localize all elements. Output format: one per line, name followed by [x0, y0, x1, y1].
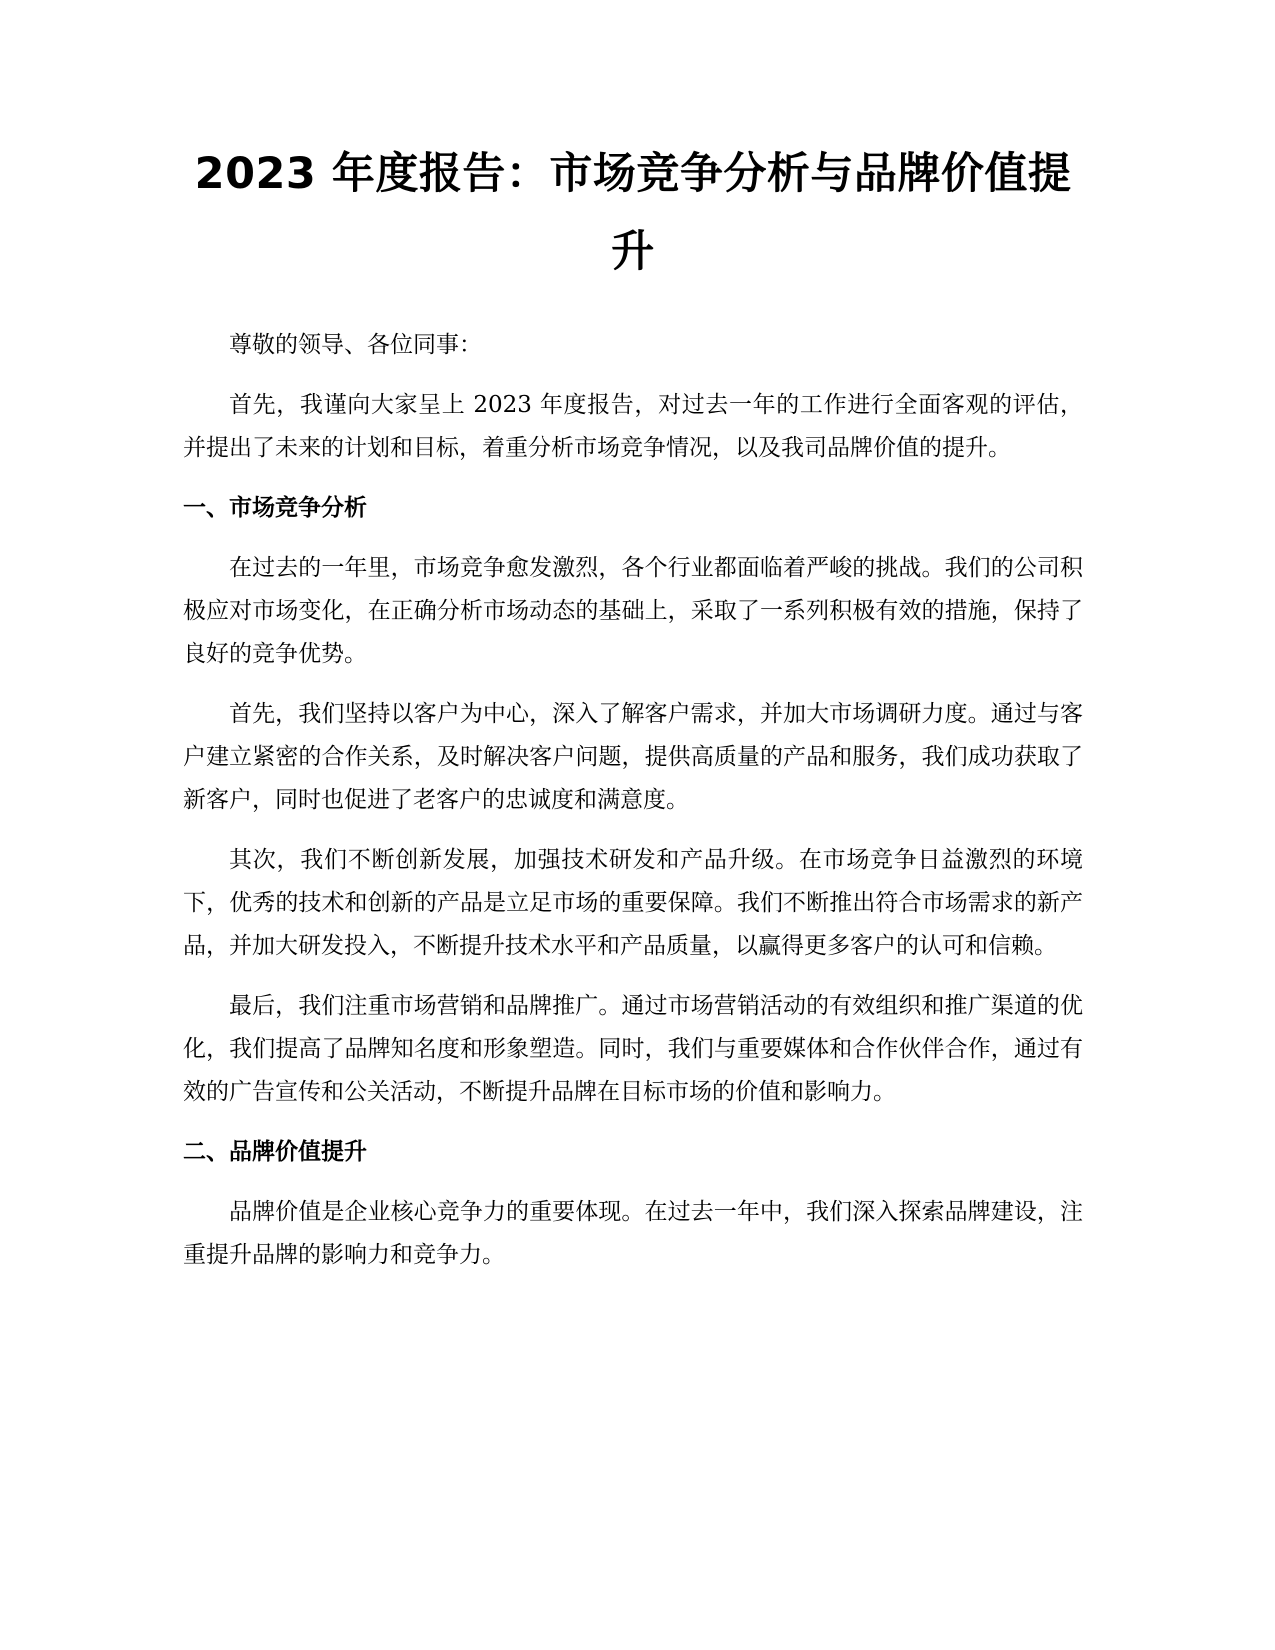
section-heading-market-analysis: 一、市场竞争分析	[183, 495, 367, 521]
greeting-paragraph: 尊敬的领导、各位同事：	[229, 332, 482, 358]
section1-paragraph: 其次，我们不断创新发展，加强技术研发和产品升级。在市场竞争日益激烈的环境下，优秀的技术和创新的产品是立足市场的重要保障。我们不断推出符合市场需求的新产品，并加大研发投入，不断提升技术水平和产品质量，以赢得更多客户的认可和信赖。	[183, 847, 1083, 959]
intro-paragraph: 首先，我谨向大家呈上 2023 年度报告，对过去一年的工作进行全面客观的评估，并提出了未来的计划和目标，着重分析市场竞争情况，以及我司品牌价值的提升。	[183, 392, 1083, 461]
section1-paragraph: 最后，我们注重市场营销和品牌推广。通过市场营销活动的有效组织和推广渠道的优化，我们提高了品牌知名度和形象塑造。同时，我们与重要媒体和合作伙伴合作，通过有效的广告宣传和公关活动，不断提升品牌在目标市场的价值和影响力。	[183, 993, 1083, 1105]
section1-paragraph: 首先，我们坚持以客户为中心，深入了解客户需求，并加大市场调研力度。通过与客户建立紧密的合作关系，及时解决客户问题，提供高质量的产品和服务，我们成功获取了新客户，同时也促进了老客户的忠诚度和满意度。	[183, 701, 1083, 813]
section1-paragraph: 在过去的一年里，市场竞争愈发激烈，各个行业都面临着严峻的挑战。我们的公司积极应对市场变化，在正确分析市场动态的基础上，采取了一系列积极有效的措施，保持了良好的竞争优势。	[183, 555, 1083, 667]
section-heading-brand-value: 二、品牌价值提升	[183, 1139, 367, 1165]
document-body	[183, 135, 1083, 1294]
document-title: 2023 年度报告：市场竞争分析与品牌价值提升	[194, 149, 1072, 277]
section2-paragraph: 品牌价值是企业核心竞争力的重要体现。在过去一年中，我们深入探索品牌建设，注重提升品牌的影响力和竞争力。	[183, 1199, 1083, 1268]
